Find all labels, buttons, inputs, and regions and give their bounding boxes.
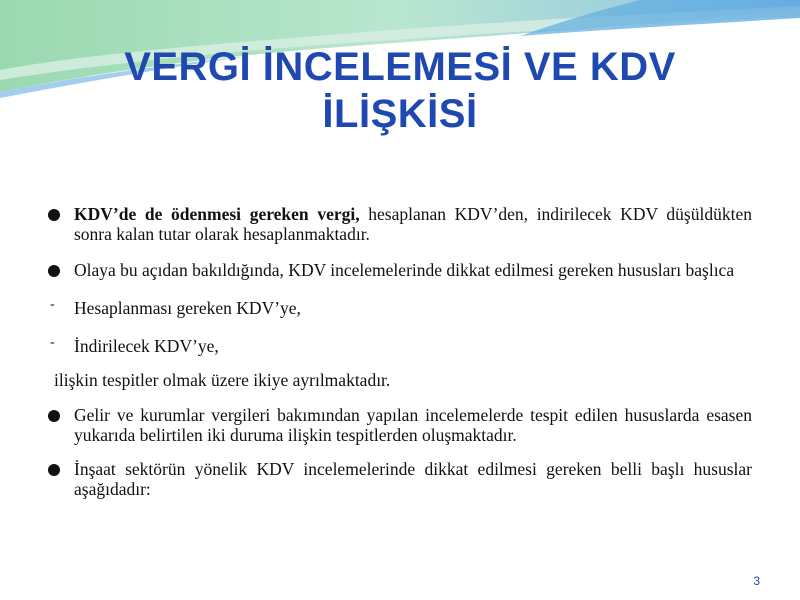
bullet-4-text: İnşaat sektörün yönelik KDV incelemelerinde dikkat edilmesi gereken belli başlı hususlar aşağıdadır: — [74, 459, 752, 499]
bullet-item-3 — [48, 405, 752, 445]
bullet-1-bold: KDV’de de ödenmesi gereken vergi, — [74, 204, 360, 224]
slide-title — [40, 44, 760, 138]
slide-body — [48, 204, 752, 499]
dash-1-text: Hesaplanması gereken KDV’ye, — [74, 298, 301, 318]
dash-item-1 — [48, 298, 752, 318]
bullet-3-text: Gelir ve kurumlar vergileri bakımından yapılan incelemelerde tespit edilen hususlarda esasen yukarıda belirtilen iki duruma ilişkin tespitlerden oluşmaktadır. — [74, 405, 752, 445]
plain-line — [48, 370, 752, 390]
dash-2-text: İndirilecek KDV’ye, — [74, 336, 219, 356]
plain-text: ilişkin tespitler olmak üzere ikiye ayrılmaktadır. — [54, 370, 391, 390]
bullet-2-text: Olaya bu açıdan bakıldığında, KDV incelemelerinde dikkat edilmesi gereken hususları başlıca — [74, 260, 735, 280]
page-number: 3 — [753, 574, 760, 588]
bullet-item-4 — [48, 459, 752, 499]
bullet-1-text: hesaplanan KDV’den, indirilecek KDV düşüldükten sonra kalan tutar olarak hesaplanmaktadır. — [74, 204, 752, 244]
title-line-1: VERGİ İNCELEMESİ VE KDV — [124, 45, 676, 89]
bullet-item-2 — [48, 260, 752, 280]
dash-item-2 — [48, 336, 752, 356]
bullet-item-1 — [48, 204, 752, 244]
title-line-2: İLİŞKİSİ — [322, 92, 478, 136]
